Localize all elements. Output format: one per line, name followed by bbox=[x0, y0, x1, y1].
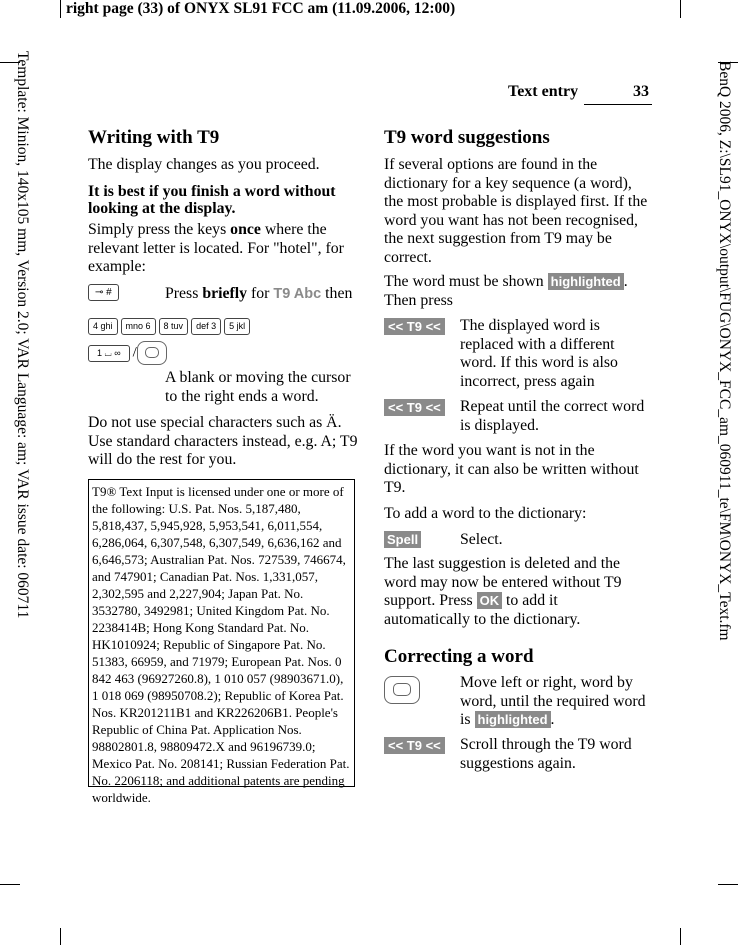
ok-softkey: OK bbox=[477, 592, 503, 609]
key-8: 8 tuv bbox=[159, 318, 189, 335]
t9-softkey: << T9 << bbox=[384, 399, 445, 417]
navigation-key-icon bbox=[137, 341, 167, 365]
hash-key: ⊸ # bbox=[88, 283, 122, 301]
t9-repeat-description: Repeat until the correct word is displayed. bbox=[460, 398, 645, 434]
key-4: 4 ghi bbox=[88, 318, 118, 335]
bold-tip: It is best if you finish a word without looking at the display. bbox=[88, 183, 336, 217]
crop-mark bbox=[0, 884, 20, 885]
scroll-description: Scroll through the T9 word suggestions again. bbox=[460, 736, 632, 772]
paragraph: The display changes as you proceed. bbox=[88, 156, 320, 173]
section-heading-t9-suggestions: T9 word suggestions bbox=[384, 127, 550, 148]
running-header-title: Text entry bbox=[508, 83, 579, 100]
header-rule bbox=[584, 104, 652, 105]
paragraph: Simply press the keys once where the relevant letter is located. For "hotel", for example: bbox=[88, 221, 344, 276]
key-6: mno 6 bbox=[121, 318, 156, 335]
section-heading-writing-t9: Writing with T9 bbox=[88, 127, 220, 148]
page-number: 33 bbox=[633, 83, 649, 100]
highlighted-label: highlighted bbox=[548, 273, 624, 290]
crop-mark bbox=[680, 928, 681, 945]
section-heading-correcting: Correcting a word bbox=[384, 646, 534, 667]
t9-step-description: The displayed word is replaced with a different word. If this word is also incorrect, press again bbox=[460, 317, 618, 390]
key-5: 5 jkl bbox=[224, 318, 250, 335]
paragraph: Do not use special characters such as Ä. Use standard characters instead, e.g. A; T9 will do the rest for you. bbox=[88, 414, 358, 469]
paragraph: If the word you want is not in the dictionary, it can also be written without T9. bbox=[384, 442, 639, 497]
template-slug: Template: Minion, 140x105 mm, Version 2.0; VAR Language: am; VAR issue date: 060711 bbox=[14, 51, 31, 619]
select-text: Select. bbox=[460, 531, 503, 548]
paragraph: If several options are found in the dictionary for a key sequence (a word), the most probable is displayed first. If the word you want has not been recognised, the next suggestion from T9 may be correct. bbox=[384, 156, 648, 266]
print-slug: right page (33) of ONYX SL91 FCC am (11.09.2006, 12:00) bbox=[66, 0, 456, 17]
paragraph: To add a word to the dictionary: bbox=[384, 505, 587, 522]
file-path-slug: BenQ 2006, Z:\SL91_ONYX\output\FUG\ONYX_FCC_am_060911_te\FM\ONYX_Text.fm bbox=[716, 61, 733, 641]
patent-notice-text: T9® Text Input is licensed under one or more of the following: U.S. Pat. Nos. 5,187,480, 5,818,437, 5,945,928, 5,953,541, 6,011,554, 6,286,064, 6,307,548, 6,307,549, 6,636,162 and 6,646,573; Australian Pat. Nos. 727539, 746674, and 747901; Canadian Pat. Nos. 1,331,057, 2,302,595 and 2,227,904; Japan Pat. No. 3532780, 3492981; United Kingdom Pat. No. 2238414B; Hong Kong Standard Pat. No. HK1010924; Republic of Singapore Pat. No. 51383, 66959, and 71979; European Pat. Nos. 0 842 463 (96927260.8), 1 010 057 (98903671.0), 1 018 069 (98950708.2); Republic of Korea Pat. Nos. KR201211B1 and KR226206B1. People's Republic of China Pat. Application Nos. 98802801.8, 98809472.X and 96196739.0; Mexico Pat. No. 208141; Russian Federation Pat. No. 2206118; and additional patents are pending worldwide. bbox=[92, 484, 350, 805]
t9-softkey: << T9 << bbox=[384, 318, 445, 336]
navigation-key-icon bbox=[384, 676, 420, 704]
crop-mark bbox=[60, 928, 61, 945]
highlighted-label: highlighted bbox=[475, 711, 551, 728]
paragraph: The word must be shown highlighted . Then press bbox=[384, 273, 628, 309]
patent-notice-box bbox=[88, 479, 355, 805]
move-description: Move left or right, word by word, until the required word is highlighted . bbox=[460, 674, 646, 729]
space-or-nav: 1 ⌴ ∞ / bbox=[88, 341, 167, 365]
spell-softkey: Spell bbox=[384, 531, 421, 549]
crop-mark bbox=[718, 884, 738, 885]
key-1: 1 ⌴ ∞ bbox=[88, 345, 130, 362]
paragraph: The last suggestion is deleted and the word may now be entered without T9 support. Press OK to add it automatically to the dictionary. bbox=[384, 555, 622, 628]
key-3: def 3 bbox=[191, 318, 221, 335]
t9-softkey: << T9 << bbox=[384, 737, 445, 755]
blank-description: A blank or moving the cursor to the right ends a word. bbox=[165, 369, 351, 405]
t9-mode-label: T9 Abc bbox=[273, 286, 322, 302]
crop-mark bbox=[60, 0, 61, 18]
press-instruction: Press briefly for T9 Abc then bbox=[165, 285, 353, 302]
key-sequence bbox=[88, 317, 253, 335]
